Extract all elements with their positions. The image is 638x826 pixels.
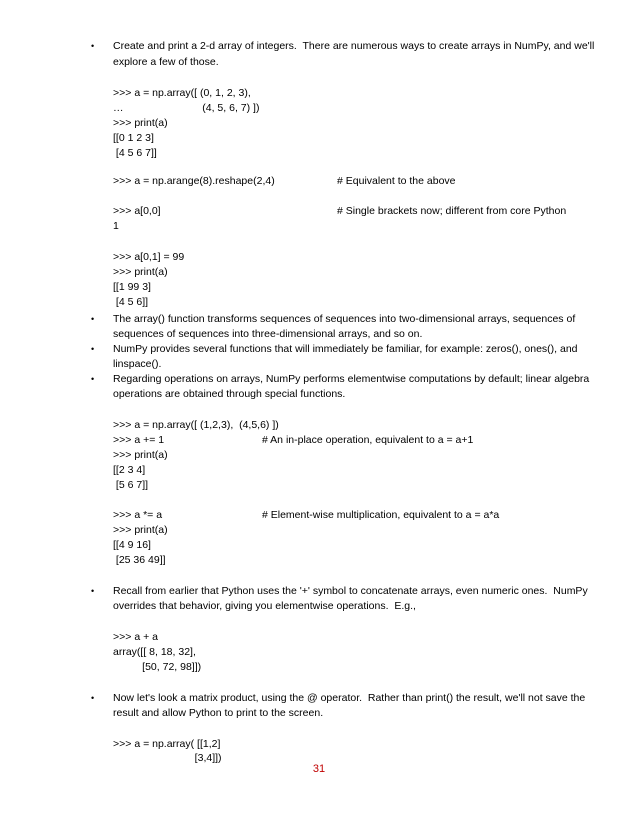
- code-line: [5 6 7]]: [113, 479, 149, 491]
- bullet-marker: •: [91, 586, 95, 596]
- bullet-text-line: operations are obtained through special functions.: [113, 388, 346, 400]
- bullet-text-line: sequences of sequences into three-dimensional arrays, and so on.: [113, 328, 423, 340]
- code-line: [25 36 49]]: [113, 554, 166, 566]
- code-line: [[0 1 2 3]: [113, 132, 154, 144]
- code-line: [[1 99 3]: [113, 281, 151, 293]
- code-line: 1: [113, 220, 119, 232]
- bullet-marker: •: [91, 41, 95, 51]
- code-line: >>> print(a): [113, 524, 168, 536]
- bullet-text-line: Now let's look a matrix product, using the @ operator. Rather than print() the result, we'll not save the: [113, 692, 586, 704]
- bullet-text-line: overrides that behavior, giving you elementwise operations. E.g.,: [113, 600, 416, 612]
- code-line: >>> a += 1: [113, 434, 165, 446]
- code-line: >>> a[0,0]: [113, 205, 161, 217]
- bullet-text-line: Recall from earlier that Python uses the '+' symbol to concatenate arrays, even numeric ones. NumPy: [113, 585, 588, 597]
- code-comment: # Single brackets now; different from core Python: [337, 205, 567, 217]
- code-line: [50, 72, 98]]): [113, 661, 202, 673]
- code-line: >>> a[0,1] = 99: [113, 251, 185, 263]
- bullet-marker: •: [91, 374, 95, 384]
- bullet-text-line: result and allow Python to print to the screen.: [113, 707, 324, 719]
- code-line: >>> print(a): [113, 117, 168, 129]
- code-line: >>> a *= a: [113, 509, 163, 521]
- code-line: >>> a = np.array([ (0, 1, 2, 3),: [113, 87, 251, 99]
- bullet-text-line: The array() function transforms sequences of sequences into two-dimensional arrays, sequences of: [113, 313, 576, 325]
- code-line: [4 5 6]]: [113, 296, 149, 308]
- code-line: >>> a = np.array( [[1,2]: [113, 738, 221, 750]
- bullet-text-line: linspace().: [113, 358, 162, 370]
- code-line: array([[ 8, 18, 32],: [113, 646, 196, 658]
- code-line: [4 5 6 7]]: [113, 147, 157, 159]
- code-line: >>> a + a: [113, 631, 158, 643]
- code-line: [[2 3 4]: [113, 464, 146, 476]
- code-comment: # Equivalent to the above: [337, 175, 456, 187]
- bullet-text-line: Regarding operations on arrays, NumPy performs elementwise computations by default; linear algebra: [113, 373, 590, 385]
- bullet-marker: •: [91, 693, 95, 703]
- bullet-text-line: Create and print a 2-d array of integers. There are numerous ways to create arrays in NumPy, and we'll: [113, 40, 595, 52]
- bullet-text-line: NumPy provides several functions that will immediately be familiar, for example: zeros(), ones(), and: [113, 343, 578, 355]
- code-line: >>> a = np.array([ (1,2,3), (4,5,6) ]): [113, 419, 279, 431]
- code-line: >>> a = np.arange(8).reshape(2,4): [113, 175, 275, 187]
- bullet-marker: •: [91, 344, 95, 354]
- code-line: [[4 9 16]: [113, 539, 151, 551]
- code-line: [3,4]]): [113, 752, 222, 764]
- bullet-text-line: explore a few of those.: [113, 56, 219, 68]
- code-line: >>> print(a): [113, 449, 168, 461]
- code-comment: # An in-place operation, equivalent to a = a+1: [262, 434, 474, 446]
- code-line: >>> print(a): [113, 266, 168, 278]
- page-number: 31: [312, 763, 326, 775]
- code-line: … (4, 5, 6, 7) ]): [113, 102, 260, 114]
- code-comment: # Element-wise multiplication, equivalent to a = a*a: [262, 509, 500, 521]
- bullet-marker: •: [91, 314, 95, 324]
